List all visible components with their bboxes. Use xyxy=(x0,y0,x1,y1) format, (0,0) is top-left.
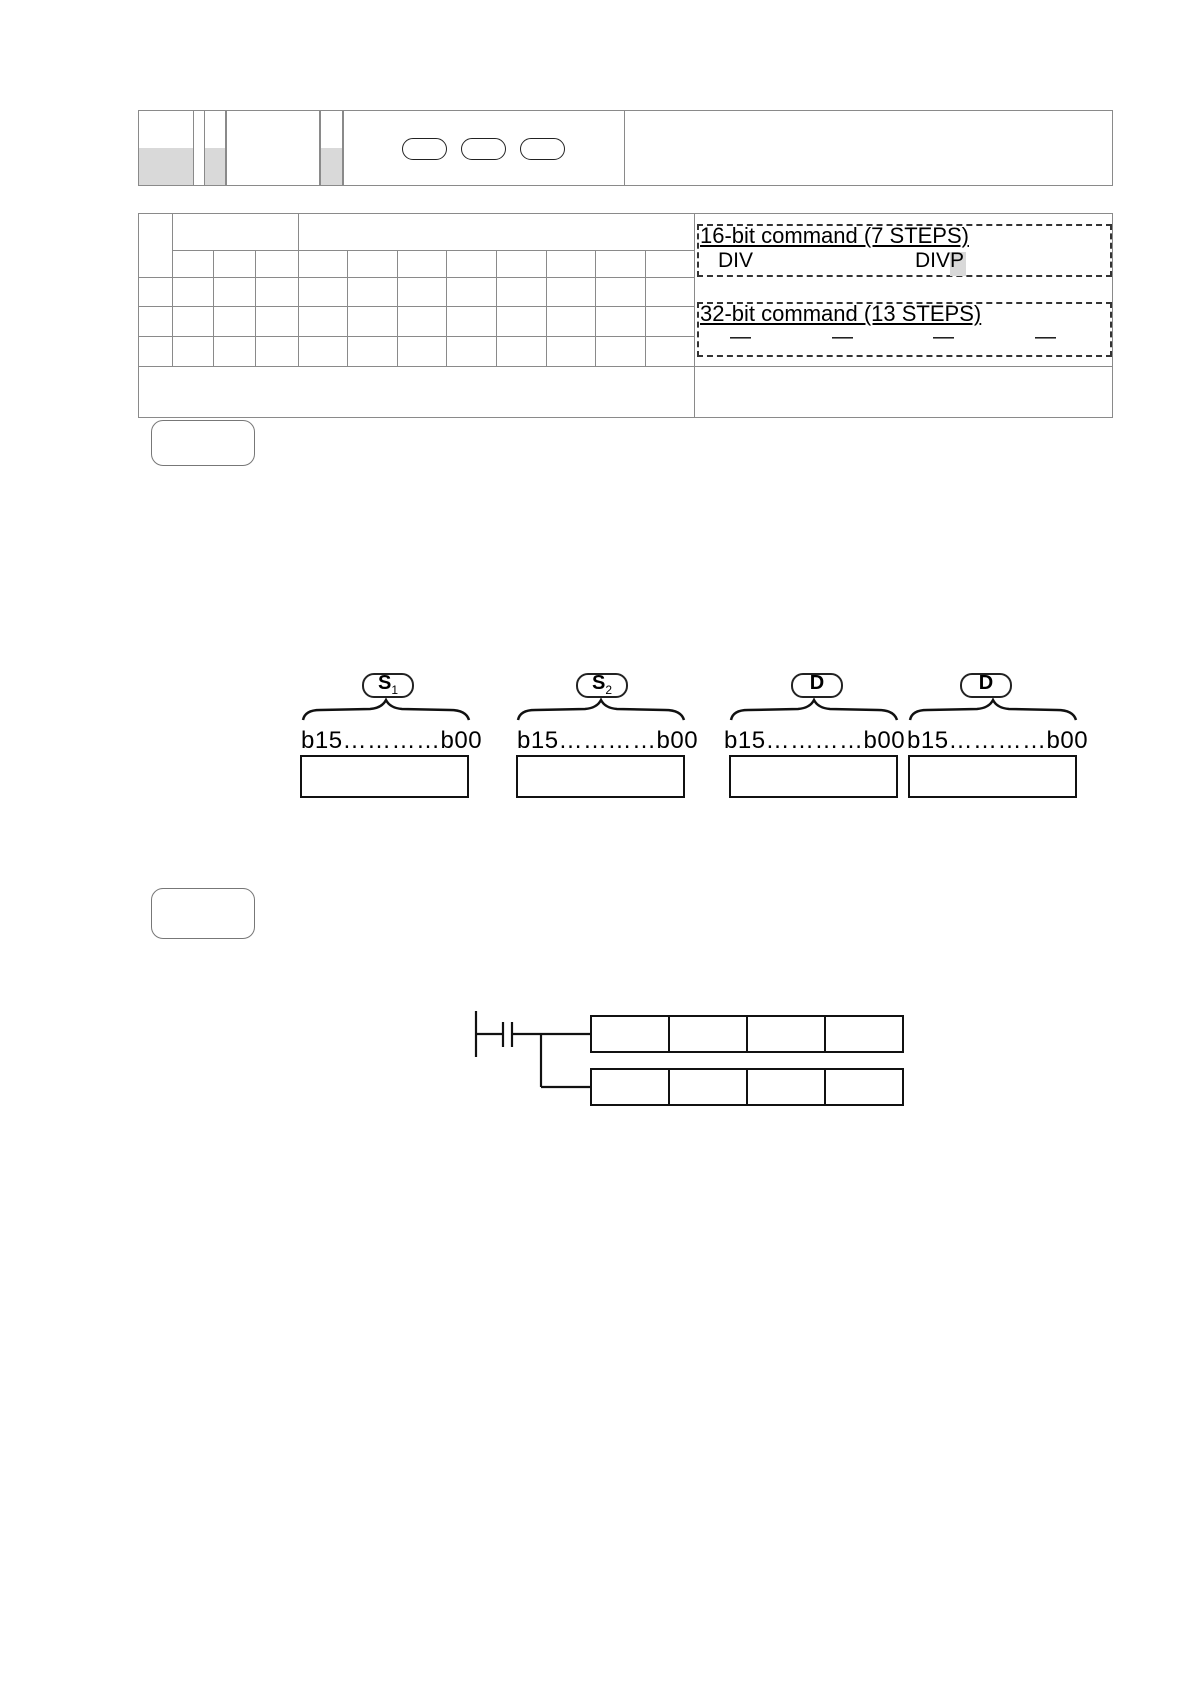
command-16bit-div: DIV xyxy=(718,249,754,272)
bit-range-d-high: b15…………b00 xyxy=(724,727,906,754)
tag-d-low: D xyxy=(978,672,994,694)
bit-range-d-low: b15…………b00 xyxy=(907,727,1089,754)
command-32bit-item-2: — xyxy=(832,325,853,348)
command-16bit-title: 16-bit command (7 STEPS) xyxy=(700,223,969,248)
command-32bit-title: 32-bit command (13 STEPS) xyxy=(700,301,982,326)
tag-d-high: D xyxy=(809,672,825,694)
ladder-row1-cell2 xyxy=(668,1015,748,1053)
command-32bit-item-4: — xyxy=(1035,325,1056,348)
tag-s2-subscript: 2 xyxy=(605,683,613,697)
ladder-row2-cell4 xyxy=(824,1068,904,1106)
ladder-row1-cell3 xyxy=(746,1015,826,1053)
tag-s1-subscript: 1 xyxy=(391,683,399,697)
tag-s1-symbol: S xyxy=(377,672,392,694)
command-16bit-divp: DIVP xyxy=(915,249,965,272)
bit-range-s1: b15…………b00 xyxy=(301,727,483,754)
ladder-row2-cell2 xyxy=(668,1068,748,1106)
bit-range-s2: b15…………b00 xyxy=(517,727,699,754)
ladder-row1-cell4 xyxy=(824,1015,904,1053)
tag-s2-symbol: S xyxy=(591,672,606,694)
ladder-row2-cell1 xyxy=(590,1068,670,1106)
command-32bit-item-3: — xyxy=(933,325,954,348)
command-32bit-item-1: — xyxy=(730,325,751,348)
ladder-row2-cell3 xyxy=(746,1068,826,1106)
ladder-row1-cell1 xyxy=(590,1015,670,1053)
